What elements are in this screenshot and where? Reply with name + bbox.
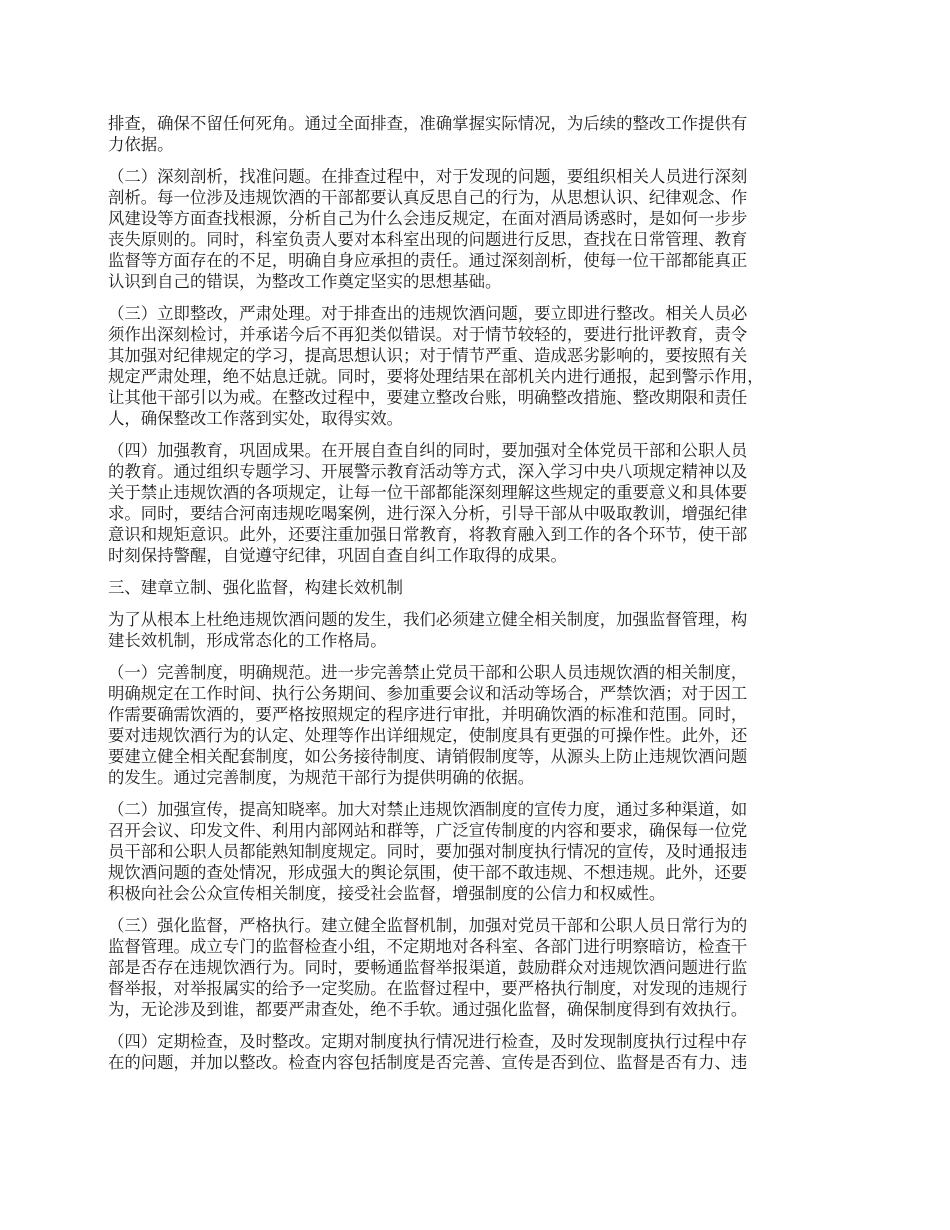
text-line: （二）加强宣传，提高知晓率。加大对禁止违规饮酒制度的宣传力度，通过多种渠道，如	[108, 800, 748, 819]
document-page	[108, 113, 848, 1084]
text-line: 要对违规饮酒行为的认定、处理等作出详细规定，使制度具有更强的可操作性。此外，还	[108, 726, 748, 745]
heading-text: 三、建章立制、强化监督，构建长效机制	[108, 578, 404, 597]
text-line: （三）立即整改，严肃处理。对于排查出的违规饮酒问题，要立即进行整改。相关人员必	[108, 304, 748, 323]
text-line: 力依据。	[108, 135, 174, 154]
text-line: 让其他干部引以为戒。在整改过程中，要建立整改台账，明确整改措施、整改期限和责任	[108, 388, 748, 407]
text-line: （二）深刻剖析，找准问题。在排查过程中，对于发现的问题，要组织相关人员进行深刻	[108, 167, 748, 186]
paragraph-improve-system	[108, 662, 848, 788]
text-line: 监督等方面存在的不足，明确自身应承担的责任。通过深刻剖析，使每一位干部都能真正	[108, 251, 748, 270]
text-line: 人，确保整改工作落到实处，取得实效。	[108, 409, 404, 428]
text-line: 为了从根本上杜绝违规饮酒问题的发生，我们必须建立健全相关制度，加强监督管理，构	[108, 610, 748, 629]
text-line: 剖析。每一位涉及违规饮酒的干部都要认真反思自己的行为，从思想认识、纪律观念、作	[108, 188, 748, 207]
text-line: 积极向社会公众宣传相关制度，接受社会监督，增强制度的公信力和权威性。	[108, 884, 666, 903]
text-line: 认识到自己的错误，为整改工作奠定坚实的思想基础。	[108, 272, 502, 291]
text-line: 丧失原则的。同时，科室负责人要对本科室出现的问题进行反思，查找在日常管理、教育	[108, 230, 748, 249]
text-line: 风建设等方面查找根源，分析自己为什么会违反规定，在面对酒局诱惑时，是如何一步步	[108, 209, 748, 228]
text-line: （一）完善制度，明确规范。进一步完善禁止党员干部和公职人员违规饮酒的相关制度，	[108, 663, 748, 682]
paragraph-strengthen-education	[108, 440, 848, 566]
text-line: 明确规定在工作时间、执行公务期间、参加重要会议和活动等场合，严禁饮酒；对于因工	[108, 684, 748, 703]
text-line: 关于禁止违规饮酒的各项规定，让每一位干部都能深刻理解这些规定的重要意义和具体要	[108, 483, 748, 502]
text-line: 时刻保持警醒，自觉遵守纪律，巩固自查自纠工作取得的成果。	[108, 546, 567, 565]
text-line: 的教育。通过组织专题学习、开展警示教育活动等方式，深入学习中央八项规定精神以及	[108, 462, 748, 481]
text-line: 督举报，对举报属实的给予一定奖励。在监督过程中，要严格执行制度，对发现的违规行	[108, 979, 748, 998]
text-line: （四）定期检查，及时整改。定期对制度执行情况进行检查，及时发现制度执行过程中存	[108, 1032, 748, 1051]
text-line: 求。同时，要结合河南违规吃喝案例，进行深入分析，引导干部从中吸取教训，增强纪律	[108, 504, 748, 523]
text-line: 部是否存在违规饮酒行为。同时，要畅通监督举报渠道，鼓励群众对违规饮酒问题进行监	[108, 958, 748, 977]
paragraph-section-intro	[108, 609, 848, 651]
text-line: 要建立健全相关配套制度，如公务接待制度、请销假制度等，从源头上防止违规饮酒问题	[108, 747, 748, 766]
section-heading	[108, 577, 848, 598]
text-line: （三）强化监督，严格执行。建立健全监督机制，加强对党员干部和公职人员日常行为的	[108, 916, 748, 935]
text-line: 须作出深刻检讨，并承诺今后不再犯类似错误。对于情节较轻的，要进行批评教育，责令	[108, 325, 748, 344]
paragraph-immediate-rectification	[108, 303, 848, 429]
text-line: 其加强对纪律规定的学习，提高思想认识；对于情节严重、造成恶劣影响的，要按照有关	[108, 346, 748, 365]
text-line: （四）加强教育，巩固成果。在开展自查自纠的同时，要加强对全体党员干部和公职人员	[108, 441, 748, 460]
text-line: 规定严肃处理，绝不姑息迁就。同时，要将处理结果在部机关内进行通报，起到警示作用，	[108, 367, 764, 386]
text-line: 排查，确保不留任何死角。通过全面排查，准确掌握实际情况，为后续的整改工作提供有	[108, 114, 748, 133]
text-line: 召开会议、印发文件、利用内部网站和群等，广泛宣传制度的内容和要求，确保每一位党	[108, 821, 748, 840]
text-line: 建长效机制，形成常态化的工作格局。	[108, 631, 387, 650]
text-line: 意识和规矩意识。此外，还要注重加强日常教育，将教育融入到工作的各个环节，使干部	[108, 525, 748, 544]
text-line: 的发生。通过完善制度，为规范干部行为提供明确的依据。	[108, 768, 535, 787]
paragraph-strengthen-publicity	[108, 799, 848, 904]
text-line: 在的问题，并加以整改。检查内容包括制度是否完善、宣传是否到位、监督是否有力、违	[108, 1053, 748, 1072]
text-line: 为，无论涉及到谁，都要严肃查处，绝不手软。通过强化监督，确保制度得到有效执行。	[108, 1000, 748, 1019]
paragraph-investigation-continued	[108, 113, 848, 155]
paragraph-deep-analysis	[108, 166, 848, 292]
text-line: 监督管理。成立专门的监督检查小组，不定期地对各科室、各部门进行明察暗访，检查干	[108, 937, 748, 956]
text-line: 员干部和公职人员都能熟知制度规定。同时，要加强对制度执行情况的宣传，及时通报违	[108, 842, 748, 861]
text-line: 规饮酒问题的查处情况，形成强大的舆论氛围，使干部不敢违规、不想违规。此外，还要	[108, 863, 748, 882]
text-line: 作需要确需饮酒的，要严格按照规定的程序进行审批，并明确饮酒的标准和范围。同时，	[108, 705, 748, 724]
paragraph-regular-inspection	[108, 1031, 848, 1073]
paragraph-strengthen-supervision	[108, 915, 848, 1020]
